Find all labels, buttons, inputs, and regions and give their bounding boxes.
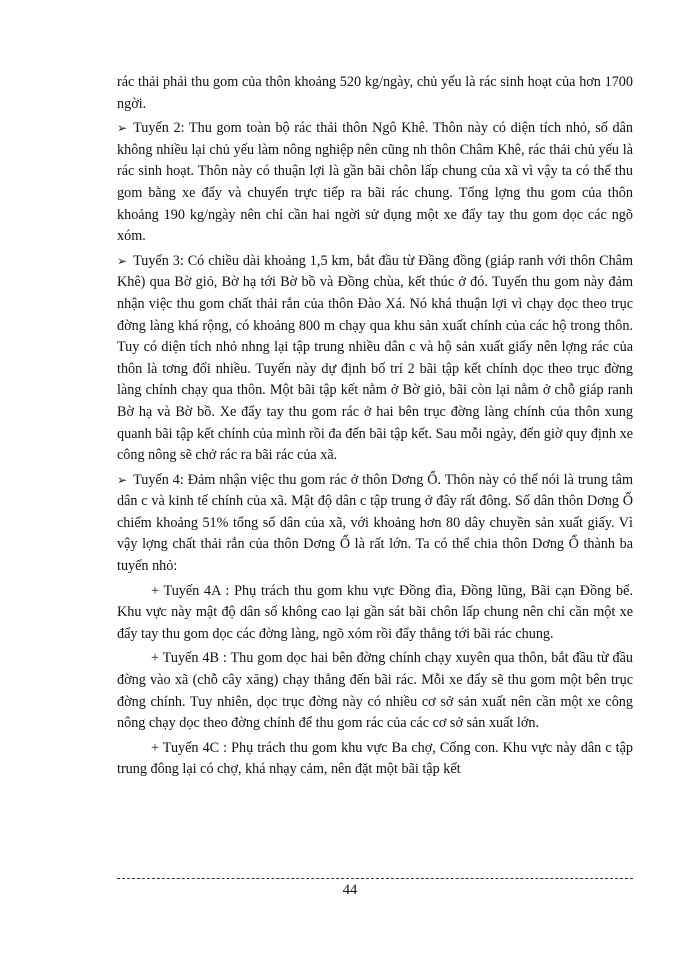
paragraph-text: Tuyến 2: Thu gom toàn bộ rác thải thôn Ngô Khê. Thôn này có diện tích nhỏ, số dân không nhiều lại chủ yếu làm nông nghiệp nên cũng nh thôn Châm Khê, rác thải chủ yếu là rác sinh hoạt. Thôn này có thuận lợi là gần bãi chôn lấp chung của xã vì vậy ta có thể thu gom bằng xe đẩy và chuyển trực tiếp ra bãi rác chung. Tổng lợng thu gom của thôn khoảng 190 kg/ngày nên chỉ cần hai ngời sử dụng một xe đẩy tay thu gom dọc các ngõ xóm. bbox=[117, 120, 633, 245]
arrow-bullet-icon: ➢ bbox=[117, 472, 128, 487]
page-number: 44 bbox=[342, 882, 358, 898]
paragraph-tuyen-4a: + Tuyến 4A : Phụ trách thu gom khu vực Đồng đìa, Đồng lũng, Bãi cạn Đồng bể. Khu vực này mật độ dân số không cao lại gần sát bãi chôn lấp chung nên chỉ cần một xe đẩy tay thu gom dọc các đờng làng, ngõ xóm rồi đẩy thẳng tới bãi rác chung. bbox=[117, 582, 633, 642]
paragraph-tuyen-4 bbox=[117, 470, 633, 578]
paragraph-tuyen-4b: + Tuyến 4B : Thu gom dọc hai bên đờng chính chạy xuyên qua thôn, bắt đầu từ đầu đờng vào xã (chỗ cây xăng) chạy thẳng đến bãi rác. Mỗi xe đẩy sẽ thu gom một bên trục đờng chính. Tuy nhiên, dọc trục đờng này có nhiều cơ sở sản xuất nên cần một xe công nông chạy dọc theo đờng chính để thu gom rác của các cơ sở sản xuất lớn. bbox=[117, 650, 633, 732]
arrow-bullet-icon: ➢ bbox=[117, 121, 128, 136]
paragraph-1: rác thải phải thu gom của thôn khoảng 520 kg/ngày, chủ yếu là rác sinh hoạt của hơn 1700 ngời. bbox=[117, 74, 633, 112]
paragraph-text: Tuyến 3: Có chiều dài khoảng 1,5 km, bắt đầu từ Đầng đồng (giáp ranh với thôn Châm Khê) qua Bờ giỏ, Bờ hạ tới Bờ bồ và Đồng chùa, kết thúc ở đó. Tuyến thu gom này đảm nhận việc thu gom chất thải rắn của thôn Đào Xá. Nó khá thuận lợi vì chạy dọc theo trục đờng làng khá rộng, có khoảng 800 m chạy qua khu sản xuất chính của các hộ trong thôn. Tuy có diện tích nhỏ nhng lại tập trung nhiều dân c và hộ sản xuất giấy nên lợng rác của thôn là tơng đối nhiều. Tuyến này dự định bố trí 2 bãi tập kết chính dọc theo trục đờng làng chính chạy qua thôn. Một bãi tập kết nằm ở Bờ giỏ, bãi còn lại nằm ở chỗ giáp ranh Bờ hạ và Bờ bồ. Xe đẩy tay thu gom rác ở hai bên trục đờng làng chính của thôn xung quanh bãi tập kết chính của mình rồi đa đến bãi tập kết. Sau mỗi ngày, đến giờ quy định xe công nông sẽ chở rác ra bãi rác của xã. bbox=[117, 252, 633, 464]
paragraph-text: Tuyến 4: Đảm nhận việc thu gom rác ở thôn Dơng Ổ. Thôn này có thể nói là trung tâm dân c và kinh tế chính của xã. Mật độ dân c tập trung ở đây rất đông. Số dân thôn Dơng Ổ chiếm khoảng 51% tổng số dân của xã, với khoảng hơn 80 dây chuyền sản xuất giấy. Vì vậy lợng chất thải rắn của thôn Dơng Ổ là rất lớn. Ta có thể chia thôn Dơng Ổ thành ba tuyến nhỏ: bbox=[117, 471, 633, 575]
paragraph-tuyen-3 bbox=[117, 251, 633, 467]
arrow-bullet-icon: ➢ bbox=[117, 253, 128, 268]
document-body bbox=[117, 72, 633, 784]
footer-divider bbox=[117, 878, 633, 879]
paragraph-tuyen-4c: + Tuyến 4C : Phụ trách thu gom khu vực Ba chợ, Cống con. Khu vực này dân c tập trung đông lại có chợ, khá nhạy cảm, nên đặt một bãi tập kết bbox=[117, 739, 633, 778]
paragraph-tuyen-2 bbox=[117, 118, 633, 248]
